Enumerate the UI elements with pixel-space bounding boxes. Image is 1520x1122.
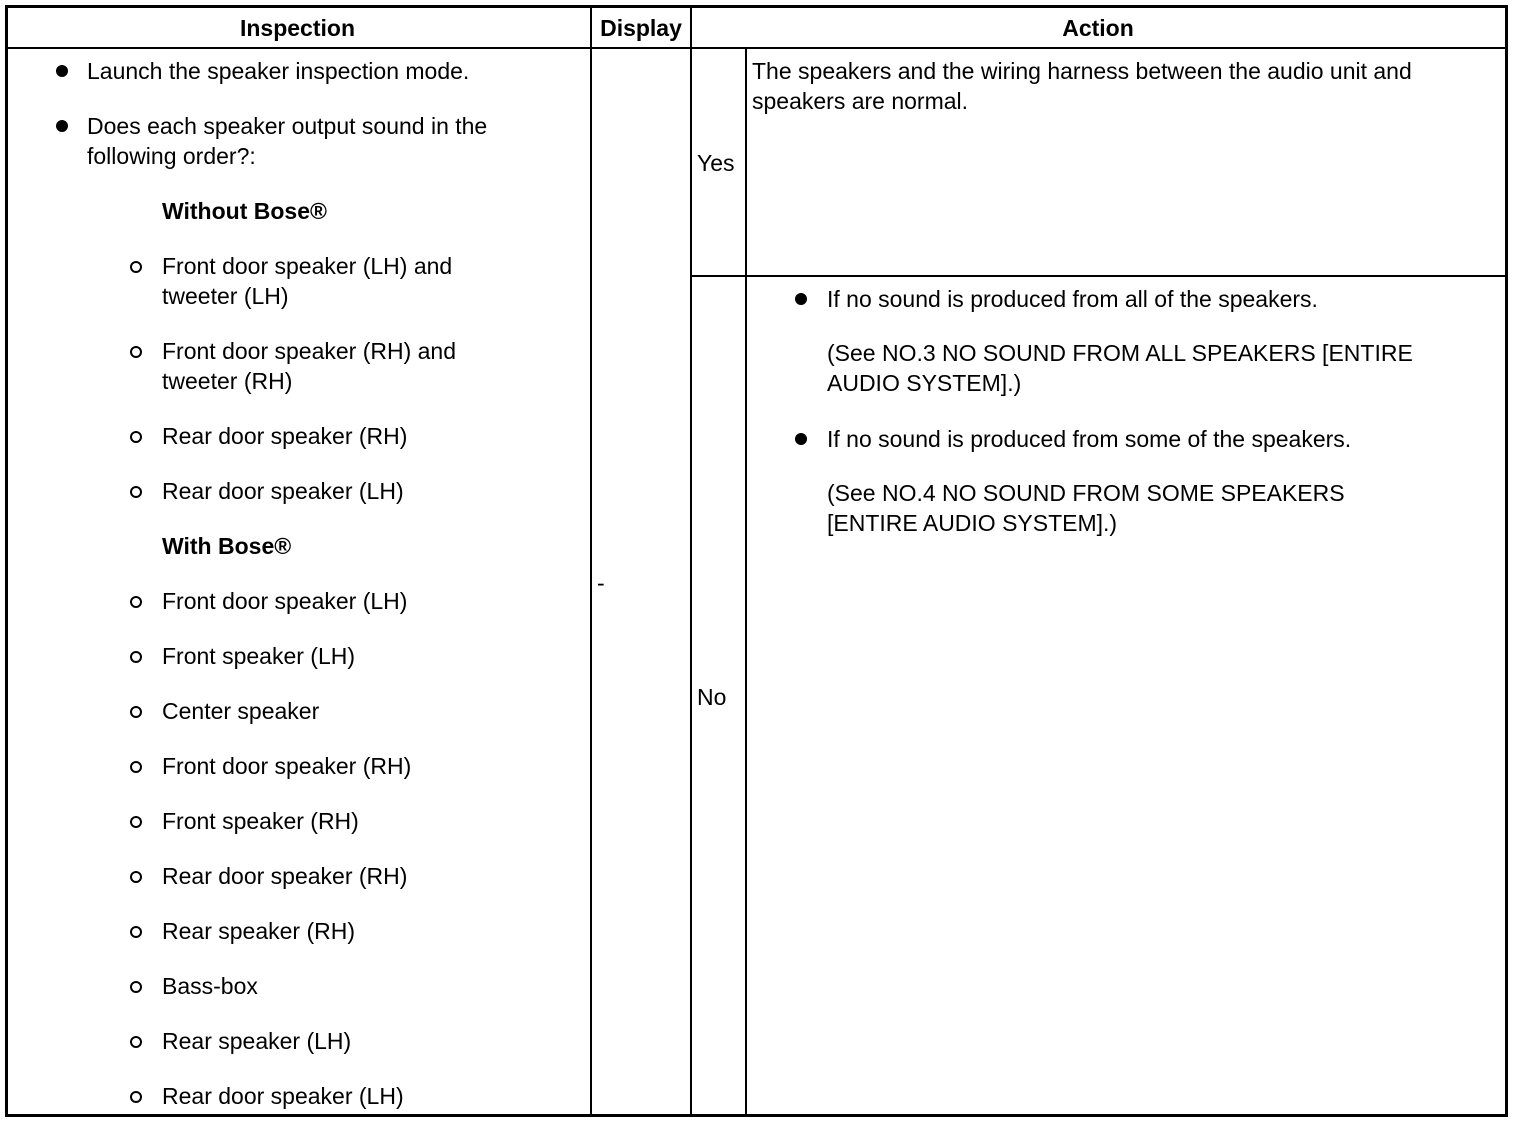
speaker-item: Front door speaker (RH) and [162, 338, 457, 364]
no-case-2: If no sound is produced from some of the speakers. [827, 426, 1352, 452]
speaker-item: Front door speaker (RH) [162, 753, 412, 779]
speaker-item: Bass-box [162, 973, 258, 999]
bullet-icon [56, 120, 68, 132]
header-display: Display [600, 15, 682, 41]
header-action: Action [1062, 15, 1134, 41]
speaker-item: Front speaker (LH) [162, 643, 356, 669]
speaker-item: Rear door speaker (RH) [162, 423, 408, 449]
circle-bullet-icon [130, 761, 142, 773]
bullet-icon [795, 293, 807, 305]
no-case-1: If no sound is produced from all of the speakers. [827, 286, 1318, 312]
with-bose-heading: With Bose® [162, 533, 292, 559]
no-case-1-ref-line1: (See NO.3 NO SOUND FROM ALL SPEAKERS [ENTIRE [827, 340, 1413, 366]
inspection-step-2-line2: following order?: [87, 143, 256, 169]
bullet-icon [795, 433, 807, 445]
inspection-table [5, 5, 1508, 1117]
answer-no: No [697, 684, 727, 710]
column-divider-inspection [590, 5, 592, 1115]
circle-bullet-icon [130, 1036, 142, 1048]
speaker-item: Front door speaker (LH) and [162, 253, 453, 279]
no-case-2-ref-line1: (See NO.4 NO SOUND FROM SOME SPEAKERS [827, 480, 1345, 506]
circle-bullet-icon [130, 431, 142, 443]
header-inspection: Inspection [239, 15, 355, 41]
speaker-item: Rear door speaker (RH) [162, 863, 408, 889]
yes-action-line1: The speakers and the wiring harness between the audio unit and [752, 58, 1412, 84]
circle-bullet-icon [130, 596, 142, 608]
speaker-item: Rear door speaker (LH) [162, 1083, 404, 1109]
without-bose-heading: Without Bose® [162, 198, 327, 224]
circle-bullet-icon [130, 261, 142, 273]
speaker-item: Rear speaker (LH) [162, 1028, 352, 1054]
speaker-item: Rear door speaker (LH) [162, 478, 404, 504]
circle-bullet-icon [130, 981, 142, 993]
column-divider-display [690, 5, 692, 1115]
circle-bullet-icon [130, 346, 142, 358]
speaker-item-cont: tweeter (RH) [162, 368, 293, 394]
speaker-item: Rear speaker (RH) [162, 918, 355, 944]
inspection-step-2-line1: Does each speaker output sound in the [87, 113, 488, 139]
bullet-icon [56, 65, 68, 77]
circle-bullet-icon [130, 926, 142, 938]
yes-no-divider [690, 275, 1505, 277]
circle-bullet-icon [130, 871, 142, 883]
speaker-item: Front speaker (RH) [162, 808, 359, 834]
answer-yes: Yes [697, 150, 735, 176]
circle-bullet-icon [130, 651, 142, 663]
column-divider-answer [745, 47, 747, 1115]
circle-bullet-icon [130, 486, 142, 498]
no-case-1-ref-line2: AUDIO SYSTEM].) [827, 370, 1022, 396]
yes-action-line2: speakers are normal. [752, 88, 969, 114]
speaker-item: Front door speaker (LH) [162, 588, 408, 614]
header-divider [5, 47, 1505, 49]
speaker-item-cont: tweeter (LH) [162, 283, 289, 309]
circle-bullet-icon [130, 706, 142, 718]
no-case-2-ref-line2: [ENTIRE AUDIO SYSTEM].) [827, 510, 1118, 536]
display-value: - [597, 570, 605, 596]
circle-bullet-icon [130, 816, 142, 828]
speaker-item: Center speaker [162, 698, 320, 724]
circle-bullet-icon [130, 1091, 142, 1103]
inspection-step-1: Launch the speaker inspection mode. [87, 58, 470, 84]
